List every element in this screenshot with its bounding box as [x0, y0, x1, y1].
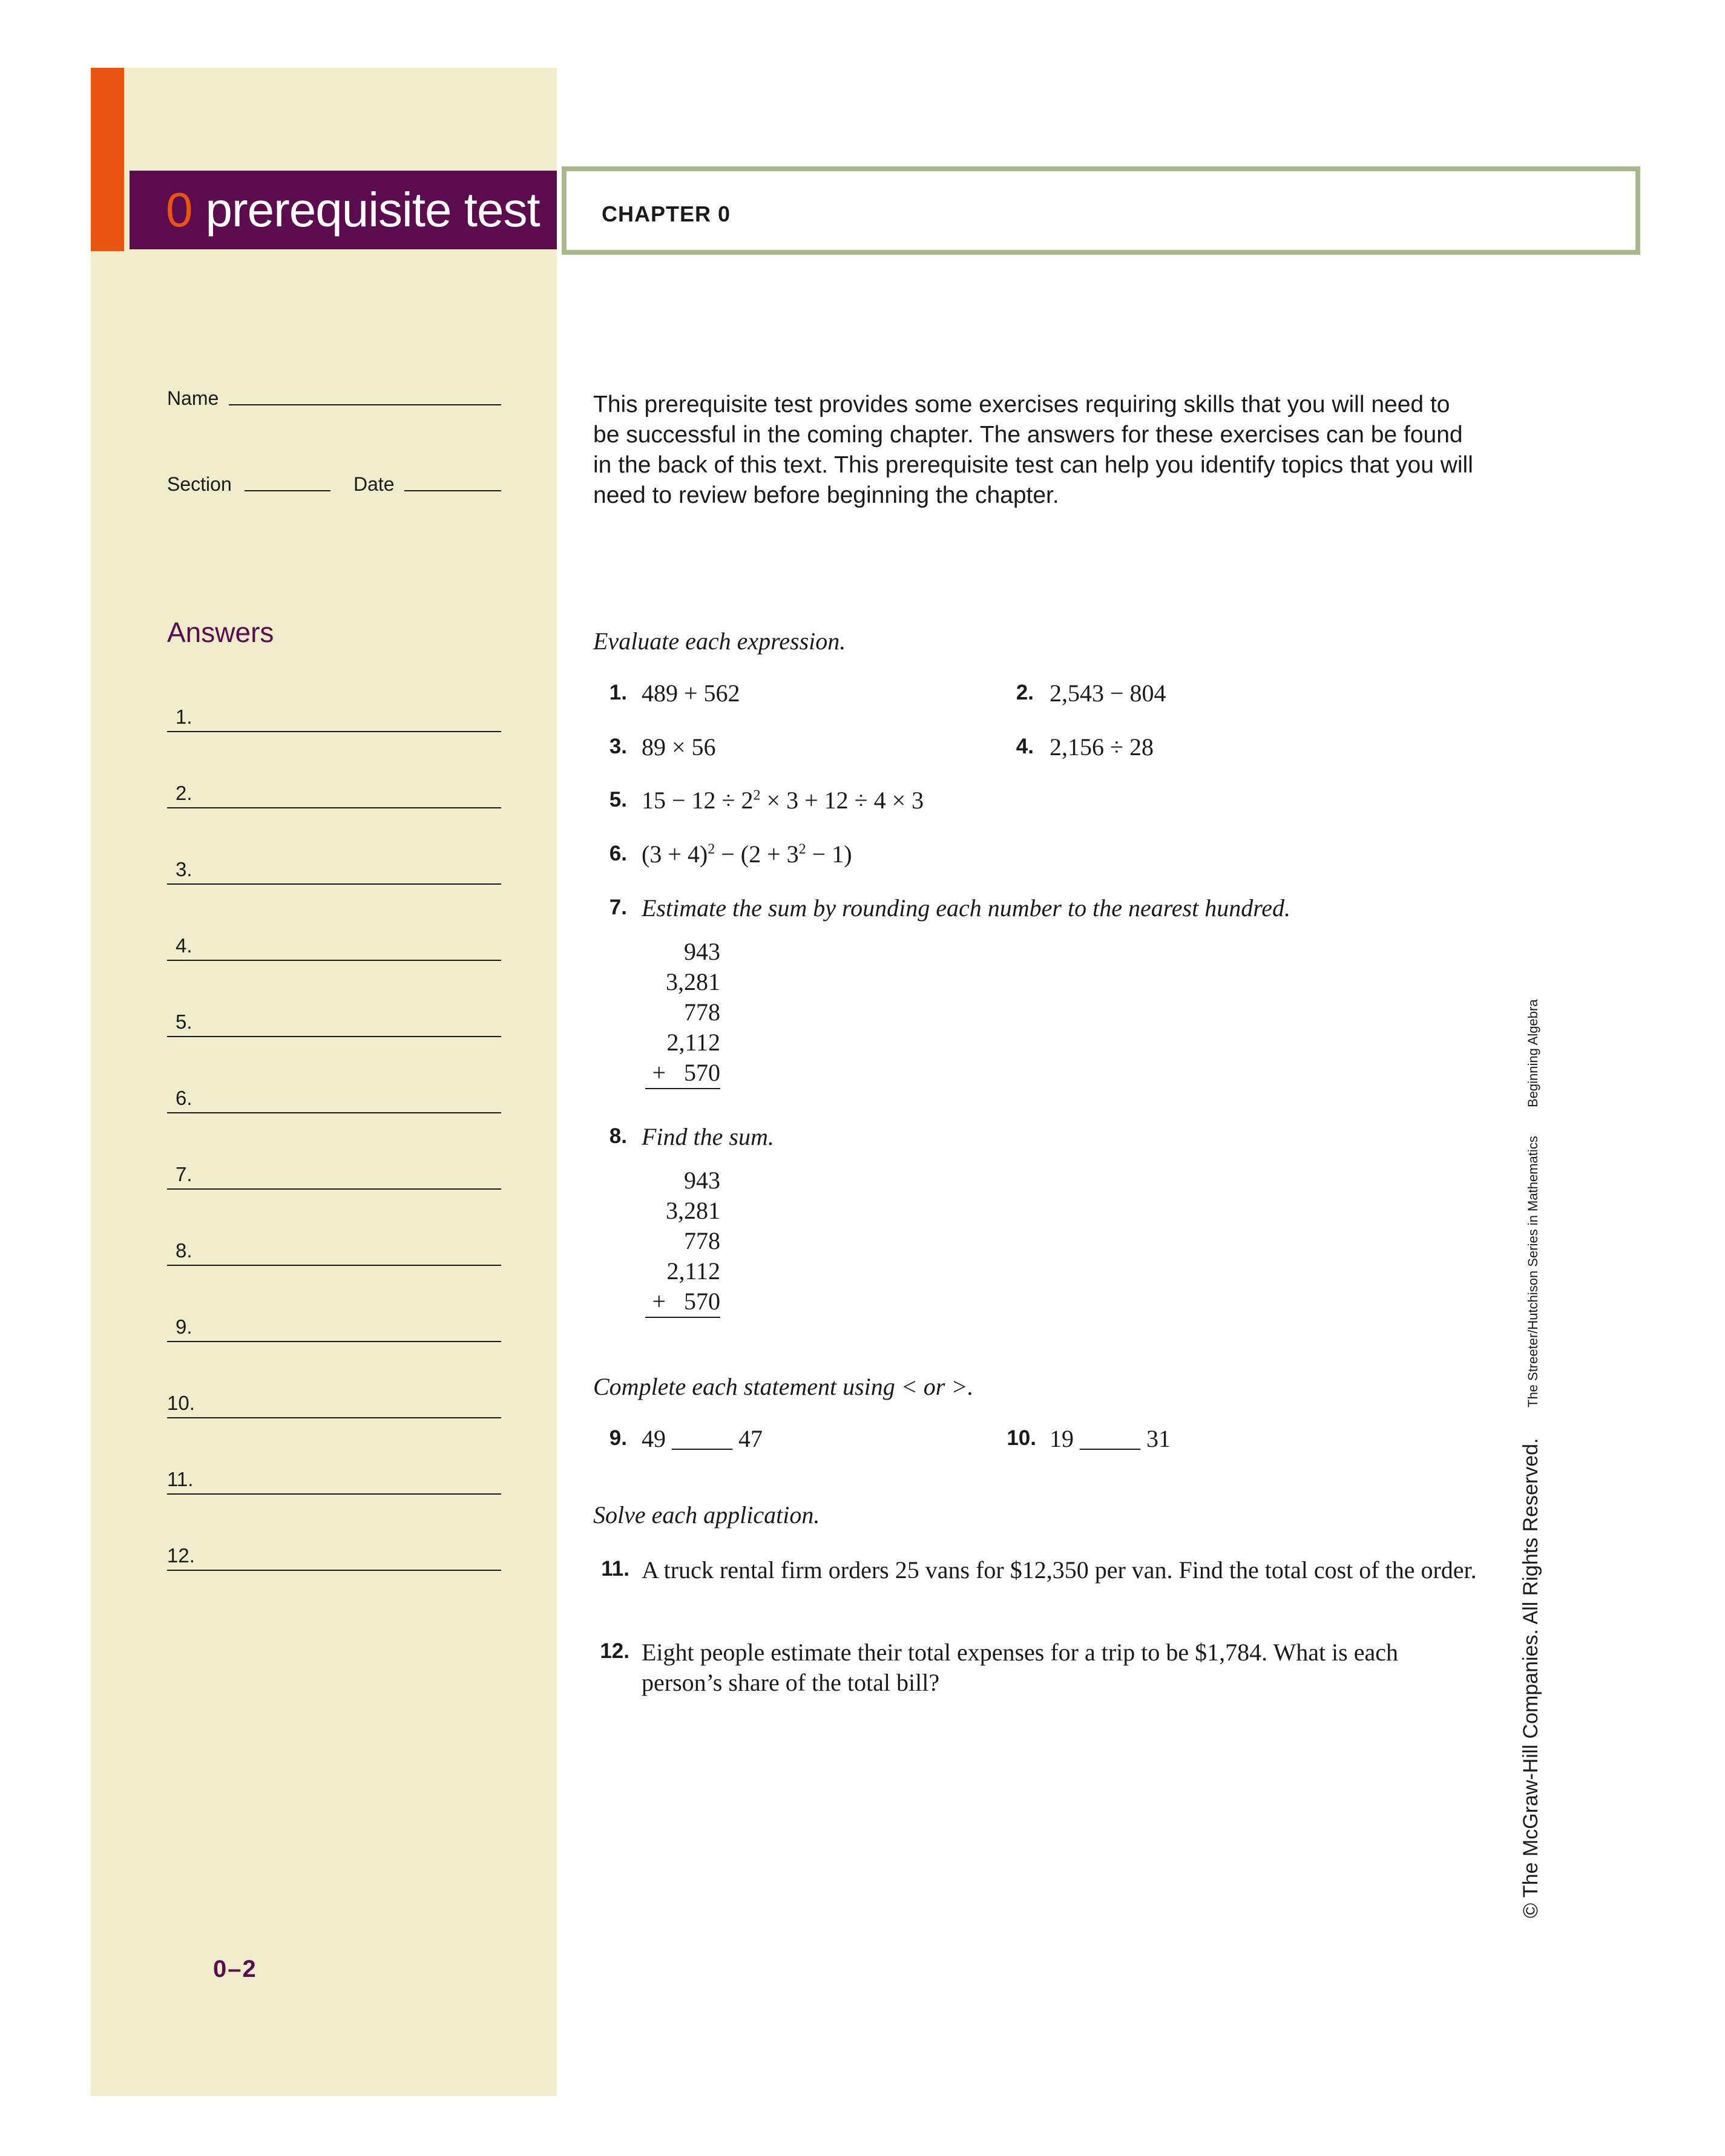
question-9: 49 _____ 47	[642, 1425, 763, 1452]
question-2: 2,543 − 804	[1050, 680, 1166, 707]
answer-number: 4.	[176, 934, 192, 957]
section-label: Section	[167, 473, 232, 495]
page-title	[130, 171, 557, 249]
answer-line[interactable]	[167, 923, 501, 961]
question-8: Find the sum.	[642, 1123, 774, 1150]
section-instruction-compare: Complete each statement using < or >.	[593, 1373, 974, 1400]
question-12: Eight people estimate their total expenses for a trip to be $1,784. What is each person’s share of the total bill?	[642, 1639, 1398, 1696]
answer-number: 10.	[167, 1392, 195, 1414]
page-number: 0–2	[213, 1956, 257, 1982]
answer-line[interactable]	[167, 771, 501, 808]
chapter-tab-accent	[91, 68, 124, 251]
question-number: 6.	[609, 842, 627, 865]
question-number: 4.	[1016, 735, 1034, 758]
intro-paragraph: This prerequisite test provides some exercises requiring skills that you will need to be successful in the coming chapter. The answers for these exercises can be found in the back of this text. This prerequisite test can help you identify topics that you will need to review before beginning the chapter.	[593, 392, 1473, 508]
title-text: prerequisite test	[205, 183, 540, 237]
section-field[interactable]	[245, 490, 330, 491]
date-label: Date	[353, 473, 395, 495]
chapter-number: 0	[166, 183, 192, 237]
answer-line[interactable]	[167, 1076, 501, 1113]
answer-line[interactable]	[167, 1228, 501, 1266]
question-11: A truck rental firm orders 25 vans for $12,350 per van. Find the total cost of the order.	[642, 1556, 1477, 1584]
answer-number: 1.	[176, 706, 192, 728]
question-number: 5.	[609, 788, 627, 811]
question-1: 489 + 562	[642, 680, 740, 707]
question-4: 2,156 ÷ 28	[1050, 733, 1154, 761]
question-number: 10.	[1007, 1426, 1036, 1450]
addition-stack: 943 3,281 778 2,112 + 570	[642, 937, 720, 1089]
question-number: 12.	[600, 1639, 629, 1663]
question-3: 89 × 56	[642, 733, 716, 761]
answer-line[interactable]	[167, 1152, 501, 1190]
answer-number: 2.	[176, 782, 192, 804]
question-number: 9.	[609, 1426, 627, 1450]
addition-stack: 943 3,281 778 2,112 + 570	[642, 1165, 720, 1318]
answer-number: 6.	[176, 1087, 192, 1109]
question-number: 7.	[609, 896, 627, 919]
question-number: 8.	[609, 1124, 627, 1148]
answer-number: 7.	[176, 1163, 192, 1185]
answer-number: 3.	[176, 858, 192, 880]
answer-line[interactable]	[167, 695, 501, 732]
question-5: $15 - 12 \div 2^2 \times 3 + 12 \div 4 \times 3$	[642, 787, 924, 814]
answer-number: 8.	[176, 1239, 192, 1262]
question-number: 2.	[1016, 681, 1034, 704]
answer-line[interactable]	[167, 1533, 501, 1571]
answer-line[interactable]	[167, 1000, 501, 1037]
name-label: Name	[167, 387, 219, 409]
chapter-banner	[562, 166, 1640, 255]
section-instruction-apply: Solve each application.	[593, 1501, 820, 1529]
answer-line[interactable]	[167, 1305, 501, 1342]
answers-heading: Answers	[167, 617, 274, 648]
book-credit: Beginning Algebra	[1525, 999, 1540, 1107]
name-field[interactable]	[229, 404, 501, 405]
series-credit: The Streeter/Hutchison Series in Mathematics	[1525, 1136, 1540, 1407]
date-field[interactable]	[404, 490, 501, 491]
question-number: 11.	[601, 1557, 629, 1581]
question-number: 1.	[609, 681, 627, 704]
answer-line[interactable]	[167, 847, 501, 885]
chapter-label: CHAPTER 0	[602, 202, 731, 226]
question-6: $(3 + 4)^2 - (2 + 3^2 - 1)$	[642, 840, 852, 868]
section-instruction-evaluate: Evaluate each expression.	[593, 627, 846, 655]
question-7: Estimate the sum by rounding each number to the nearest hundred.	[642, 894, 1291, 922]
answer-line[interactable]	[167, 1457, 501, 1495]
copyright-notice: © The McGraw-Hill Companies. All Rights Reserved.	[1519, 1438, 1542, 1918]
answer-line[interactable]	[167, 1381, 501, 1418]
answer-number: 9.	[176, 1316, 192, 1338]
answer-number: 11.	[167, 1468, 194, 1490]
answer-number: 5.	[176, 1011, 192, 1033]
question-10: 19 _____ 31	[1050, 1425, 1171, 1452]
answer-number: 12.	[167, 1544, 195, 1567]
question-number: 3.	[609, 735, 627, 758]
